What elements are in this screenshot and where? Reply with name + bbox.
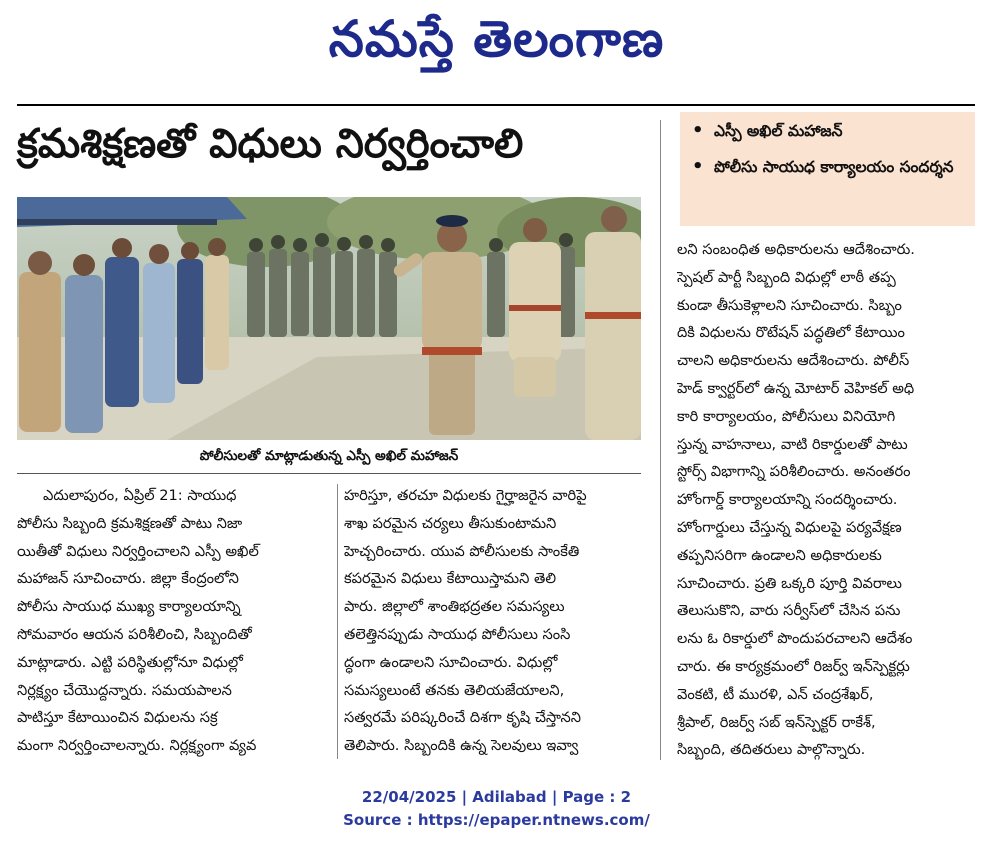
headline: క్రమశిక్షణతో విధులు నిర్వర్తించాలి	[17, 121, 524, 167]
article-line: లను ఓ రికార్డులో పొందుపరచాలని ఆదేశం	[677, 630, 913, 648]
article-line: లని సంబంధిత అధికారులను ఆదేశించారు.	[677, 241, 915, 258]
article-line: శ్రీపాల్, రిజర్వ్ సబ్ ఇన్‌స్పెక్టర్ రాకేశ్,	[677, 713, 876, 731]
article-line: ద్ధంగా ఉండాలని సూచించారు. విధుల్లో	[344, 653, 558, 671]
article-line: నిర్లక్ష్యం చేయొద్దన్నారు. సమయపాలన	[17, 681, 232, 699]
column-divider	[337, 484, 338, 759]
footer-source: Source : https://epaper.ntnews.com/	[343, 811, 650, 829]
article-column-1	[17, 482, 331, 760]
article-line: యితీతో విధులు నిర్వర్తించాలని ఎస్పీ అఖిల్	[17, 542, 259, 560]
article-column-2	[344, 482, 642, 760]
article-line: స్టోర్స్ విభాగాన్ని పరిశీలించారు. అనంతరం	[677, 463, 911, 481]
article-line: పారు. జిల్లాలో శాంతిభద్రతల సమస్యలు	[344, 598, 565, 616]
article-line: సిబ్బంది, తదితరులు పాల్గొన్నారు.	[677, 741, 866, 759]
article-line: సత్వరమే పరిష్కరించే దిశగా కృషి చేస్తానని	[344, 709, 582, 727]
article-line: మంగా నిర్వర్తించాలన్నారు. నిర్లక్ష్యంగా వ్యవ	[17, 737, 257, 755]
news-photo	[17, 197, 641, 440]
highlight-item	[692, 118, 967, 144]
caption-rule	[17, 473, 641, 474]
article-line: హెచ్చరించారు. యువ పోలీసులకు సాంకేతి	[344, 542, 580, 560]
article-column-3	[677, 236, 975, 764]
article-line: సూచించారు. ప్రతి ఒక్కరి పూర్తి వివరాలు	[677, 574, 902, 592]
article-line: సోమవారం ఆయన పరిశీలించి, సిబ్బందితో	[17, 625, 252, 643]
top-rule	[17, 104, 975, 106]
article-line: మహాజన్ సూచించారు. జిల్లా కేంద్రంలోని	[17, 570, 239, 588]
article-line: తెలుసుకొని, వారు సర్వీస్‌లో చేసిన పను	[677, 602, 901, 620]
article-line: చారు. ఈ కార్యక్రమంలో రిజర్వ్ ఇన్‌స్పెక్టర్లు	[677, 657, 910, 675]
article-line: హరిస్తూ, తరచూ విధులకు గైర్హాజరైన వారిపై	[344, 487, 587, 504]
article-line: హోంగార్డులు చేస్తున్న విధులపై పర్యవేక్షణ	[677, 518, 902, 536]
article-line: స్తున్న వాహనాలు, వాటి రికార్డులతో పాటు	[677, 435, 908, 453]
article-line: పోలీసు సిబ్బంది క్రమశిక్షణతో పాటు నిజా	[17, 514, 243, 532]
article-line: పాటిస్తూ కేటాయించిన విధులను సక్ర	[17, 709, 218, 727]
article-line: ఎదులాపురం, ఏప్రిల్ 21: సాయుధ	[43, 487, 237, 504]
highlights-box	[680, 112, 975, 226]
highlight-item	[692, 154, 967, 180]
article-line: పోలీసు సాయుధ ముఖ్య కార్యాలయాన్ని	[17, 598, 241, 616]
highlight-text: ఎస్పీ అఖిల్ మహాజన్	[714, 122, 843, 140]
article-line: వెంకటి, టీ మురళి, ఎన్ చంద్రశేఖర్,	[677, 685, 874, 703]
article-line: హోంగార్డ్ కార్యాలయాన్ని సందర్శించారు.	[677, 491, 898, 509]
article-line: కుండా తీసుకెళ్లాలని సూచించారు. సిబ్బం	[677, 296, 902, 314]
article-line: తెలిపారు. సిబ్బందికి ఉన్న సెలవులు ఇవ్వా	[344, 737, 579, 755]
article-line: శాఖ పరమైన చర్యలు తీసుకుంటామని	[344, 514, 557, 532]
article-line: కారి కార్యాలయం, పోలీసులు వినియోగి	[677, 407, 896, 425]
article-line: స్పెషల్ పార్టీ సిబ్బంది విధుల్లో లాఠీ తప్ప	[677, 268, 896, 286]
article-line: తలెత్తినప్పుడు సాయుధ పోలీసులు సంసి	[344, 625, 571, 643]
article-line: చాలని అధికారులను ఆదేశించారు. పోలీస్	[677, 352, 910, 370]
article-line: మాట్లాడారు. ఎట్టి పరిస్థితుల్లోనూ విధుల్లో	[17, 653, 243, 671]
article-line: దికి విధులను రొటేషన్ పద్ధతిలో కేటాయిం	[677, 324, 905, 342]
police-gathering-photo	[17, 197, 641, 440]
article-line: సమస్యలుంటే తనకు తెలియజేయాలని,	[344, 681, 565, 699]
article-line: కపరమైన విధులు కేటాయిస్తామని తెలి	[344, 570, 557, 588]
column-divider	[660, 120, 661, 760]
article-line: హెడ్ క్వార్టర్‌లో ఉన్న మోటార్ వెహికల్ అధి	[677, 379, 915, 397]
bullet-icon: •	[692, 156, 704, 177]
article-line: తప్పనిసరిగా ఉండాలని అధికారులకు	[677, 546, 882, 564]
footer-meta: 22/04/2025 | Adilabad | Page : 2	[361, 788, 632, 806]
bullet-icon: •	[692, 120, 704, 141]
masthead-title: నమస్తే తెలంగాణ	[328, 10, 665, 68]
photo-caption: పోలీసులతో మాట్లాడుతున్న ఎస్పీ అఖిల్ మహాజన్	[199, 448, 459, 464]
highlight-text: పోలీసు సాయుధ కార్యాలయం సందర్శన	[714, 158, 954, 176]
